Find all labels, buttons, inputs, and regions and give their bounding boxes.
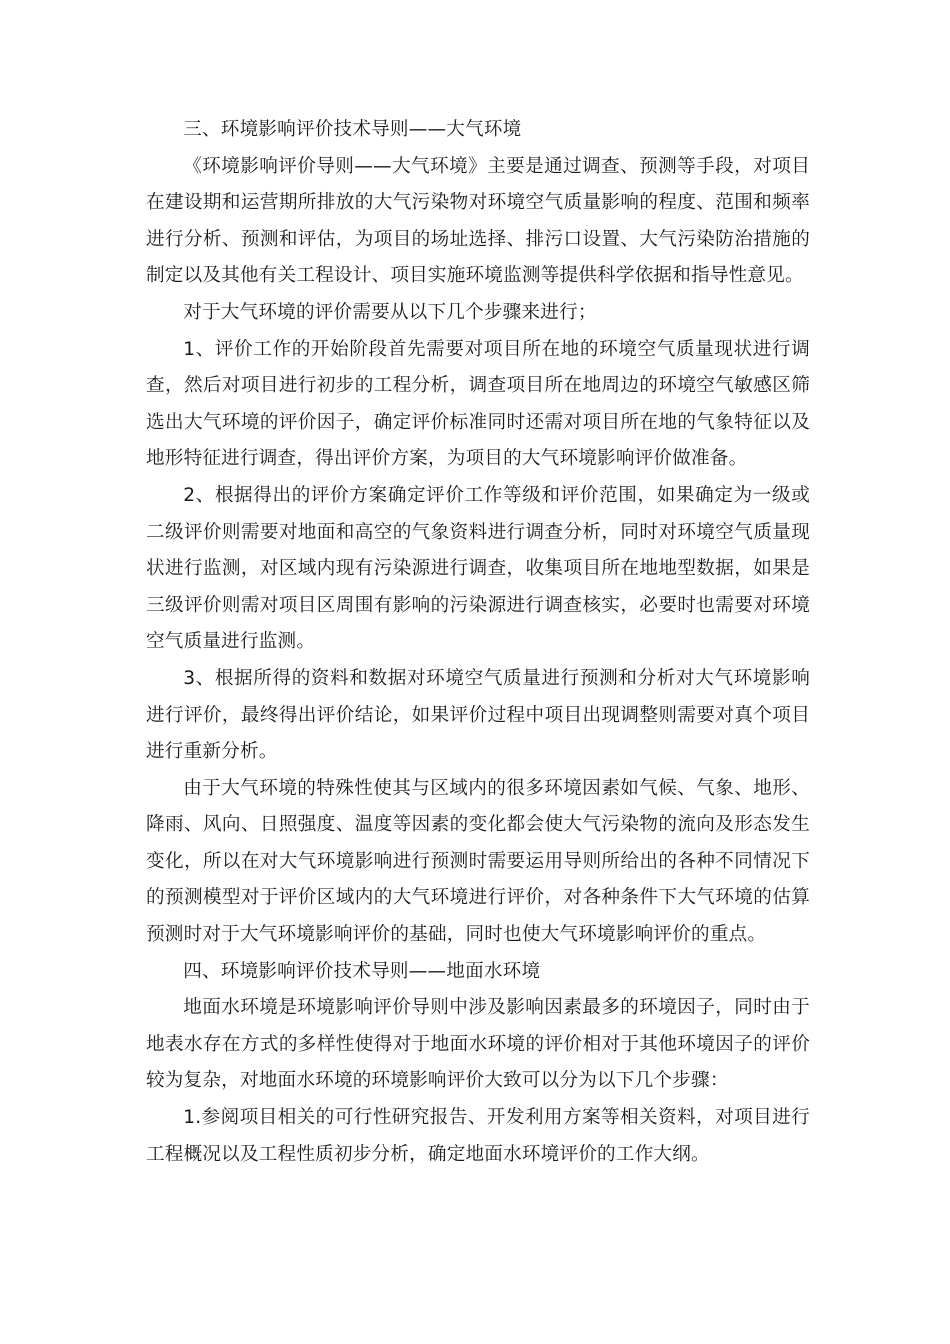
paragraph-air-steps-lead: 对于大气环境的评价需要从以下几个步骤来进行； — [183, 301, 597, 323]
document-body — [146, 112, 810, 1173]
paragraph-water-step-1: 1.参阅项目相关的可行性研究报告、开发利用方案等相关资料，对项目进行工程概况以及工程性质初步分析，确定地面水环境评价的工作大纲。 — [146, 1107, 810, 1165]
section-heading-air: 三、环境影响评价技术导则——大气环境 — [183, 119, 522, 140]
paragraph-air-step-2: 2、根据得出的评价方案确定评价工作等级和评价范围，如果确定为一级或二级评价则需要对地面和高空的气象资料进行调查分析，同时对环境空气质量现状进行监测，对区域内现有污染源进行调查，收集项目所在地地型数据，如果是三级评价则需对项目区周围有影响的污染源进行调查核实，必要时也需要对环境空气质量进行监测。 — [146, 484, 810, 653]
paragraph-air-intro: 《环境影响评价导则——大气环境》主要是通过调查、预测等手段，对项目在建设期和运营期所排放的大气污染物对环境空气质量影响的程度、范围和频率进行分析、预测和评估，为项目的场址选择、排污口设置、大气污染防治措施的制定以及其他有关工程设计、项目实施环境监测等提供科学依据和指导性意见。 — [146, 155, 810, 287]
paragraph-water-intro: 地面水环境是环境影响评价导则中涉及影响因素最多的环境因子，同时由于地表水存在方式的多样性使得对于地面水环境的评价相对于其他环境因子的评价较为复杂，对地面水环境的环境影响评价大致可以分为以下几个步骤： — [146, 997, 810, 1092]
paragraph-air-step-3: 3、根据所得的资料和数据对环境空气质量进行预测和分析对大气环境影响进行评价，最终得出评价结论，如果评价过程中项目出现调整则需要对真个项目进行重新分析。 — [146, 667, 810, 763]
paragraph-air-step-1: 1、评价工作的开始阶段首先需要对项目所在地的环境空气质量现状进行调查，然后对项目进行初步的工程分析，调查项目所在地周边的环境空气敏感区筛选出大气环境的评价因子，确定评价标准同时还需对项目所在地的气象特征以及地形特征进行调查，得出评价方案，为项目的大气环境影响评价做准备。 — [146, 338, 810, 470]
section-heading-surface-water: 四、环境影响评价技术导则——地面水环境 — [183, 960, 541, 982]
paragraph-air-factors: 由于大气环境的特殊性使其与区域内的很多环境因素如气候、气象、地形、降雨、风向、日照强度、温度等因素的变化都会使大气污染物的流向及形态发生变化，所以在对大气环境影响进行预测时需要运用导则所给出的各种不同情况下的预测模型对于评价区域内的大气环境进行评价，对各种条件下大气环境的估算预测时对于大气环境影响评价的基础，同时也使大气环境影响评价的重点。 — [146, 777, 810, 946]
